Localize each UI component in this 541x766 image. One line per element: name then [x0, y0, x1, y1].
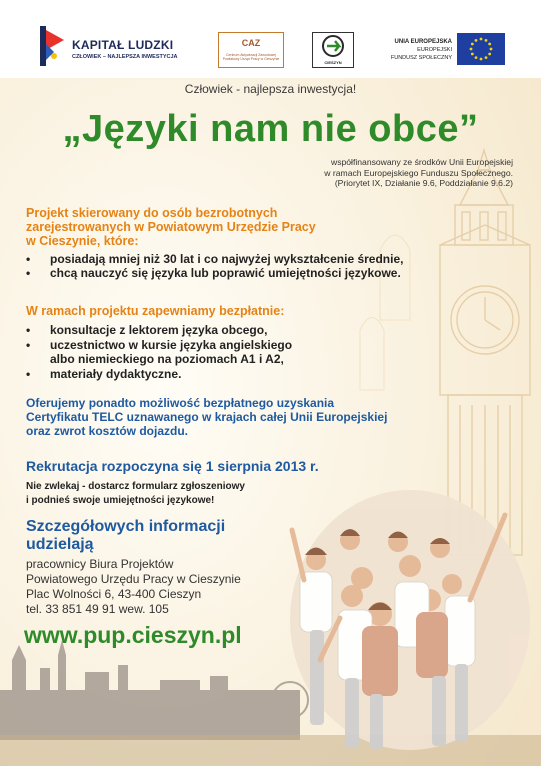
offer-list: [26, 323, 292, 381]
eu-star: [475, 39, 478, 42]
group-of-people-photo: [290, 490, 530, 750]
kapital-ludzki-subtitle: CZŁOWIEK – NAJLEPSZA INWESTYCJA: [72, 54, 178, 60]
eu-label-line2: EUROPEJSKI: [417, 47, 452, 53]
pup-logo-subtitle: CIESZYN: [324, 60, 342, 65]
eu-flag-icon: [457, 33, 505, 65]
contact-line: pracownicy Biura Projektów: [26, 557, 174, 571]
contact-line: Powiatowego Urzędu Pracy w Cieszynie: [26, 572, 241, 586]
list-item: • konsultacje z lektorem języka obcego,: [26, 323, 292, 338]
offer-heading: W ramach projektu zapewniamy bezpłatnie:: [26, 304, 285, 318]
eu-star: [475, 56, 478, 59]
project-heading-line: Projekt skierowany do osób bezrobotnych: [26, 206, 278, 220]
project-heading: [26, 206, 316, 248]
cofinancing-note: [253, 157, 513, 189]
extra-offer: [26, 396, 387, 438]
eu-label-line3: FUNDUSZ SPOŁECZNY: [390, 55, 452, 61]
project-heading-line: zarejestrowanych w Powiatowym Urzędzie Pracy: [26, 220, 316, 234]
list-item: • materiały dydaktyczne.: [26, 367, 292, 382]
list-item: • chcą nauczyć się języka lub poprawić umiejętności językowe.: [26, 266, 403, 280]
eu-star: [485, 56, 488, 59]
eu-label-line1: UNIA EUROPEJSKA: [394, 39, 452, 45]
eu-star: [485, 39, 488, 42]
website-link[interactable]: www.pup.cieszyn.pl: [24, 622, 242, 648]
contact-phone: tel. 33 851 49 91 wew. 105: [26, 602, 169, 616]
eu-star: [488, 43, 491, 46]
eu-star: [488, 53, 491, 56]
call-to-action: [26, 480, 245, 507]
info-heading-line: Szczegółowych informacji: [26, 518, 226, 535]
list-item: • uczestnictwo w kursie języka angielskiego: [26, 338, 292, 353]
caz-logo-text: CAZ: [241, 38, 261, 48]
eu-star: [471, 53, 474, 56]
kapital-ludzki-title: KAPITAŁ LUDZKI: [72, 38, 174, 52]
eu-star: [471, 43, 474, 46]
eu-star: [480, 38, 483, 41]
extra-offer-line: oraz zwrot kosztów dojazdu.: [26, 424, 189, 438]
tagline: Człowiek - najlepsza inwestycja!: [184, 82, 357, 96]
info-heading-line: udzielają: [26, 536, 94, 553]
pup-cieszyn-logo: [312, 32, 354, 68]
contact-line: Plac Wolności 6, 43-400 Cieszyn: [26, 587, 202, 601]
cofinancing-line: (Priorytet IX, Działanie 9.6, Poddziałanie 9.6.2): [334, 178, 513, 188]
call-to-action-line: i podnieś swoje umiejętności językowe!: [26, 494, 215, 506]
logo-strip: [0, 0, 541, 78]
list-item-continuation: albo niemieckiego na poziomach A1 i A2,: [50, 352, 284, 366]
extra-offer-line: Oferujemy ponadto możliwość bezpłatnego uzyskania: [26, 396, 335, 410]
project-heading-line: w Cieszynie, które:: [26, 234, 139, 248]
info-heading: [26, 518, 225, 554]
list-item: • posiadają mniej niż 30 lat i co najwyżej wykształcenie średnie,: [26, 252, 403, 266]
eu-star: [480, 58, 483, 61]
eu-star: [470, 48, 473, 51]
caz-logo: [218, 32, 284, 68]
cofinancing-line: współfinansowany ze środków Unii Europejskiej: [331, 157, 513, 167]
call-to-action-line: Nie zwlekaj - dostarcz formularz zgłoszeniowy: [26, 481, 245, 492]
poster-title: „Języki nam nie obce”: [62, 108, 479, 150]
recruitment-date: Rekrutacja rozpoczyna się 1 sierpnia 2013 r.: [26, 458, 319, 474]
eu-star: [490, 48, 493, 51]
cofinancing-line: w ramach Europejskiego Funduszu Społecznego.: [324, 167, 513, 178]
kapital-ludzki-logo-icon: [40, 26, 64, 66]
pup-logo-icon: [313, 33, 353, 59]
caz-logo-subtitle: Centrum Aktywizacji Zawodowej Powiatowy Urząd Pracy w Cieszynie: [222, 53, 280, 61]
eligibility-list: [26, 252, 403, 280]
contact-details: [26, 557, 241, 617]
extra-offer-line: Certyfikatu TELC uznawanego w krajach całej Unii Europejskiej: [26, 410, 388, 424]
